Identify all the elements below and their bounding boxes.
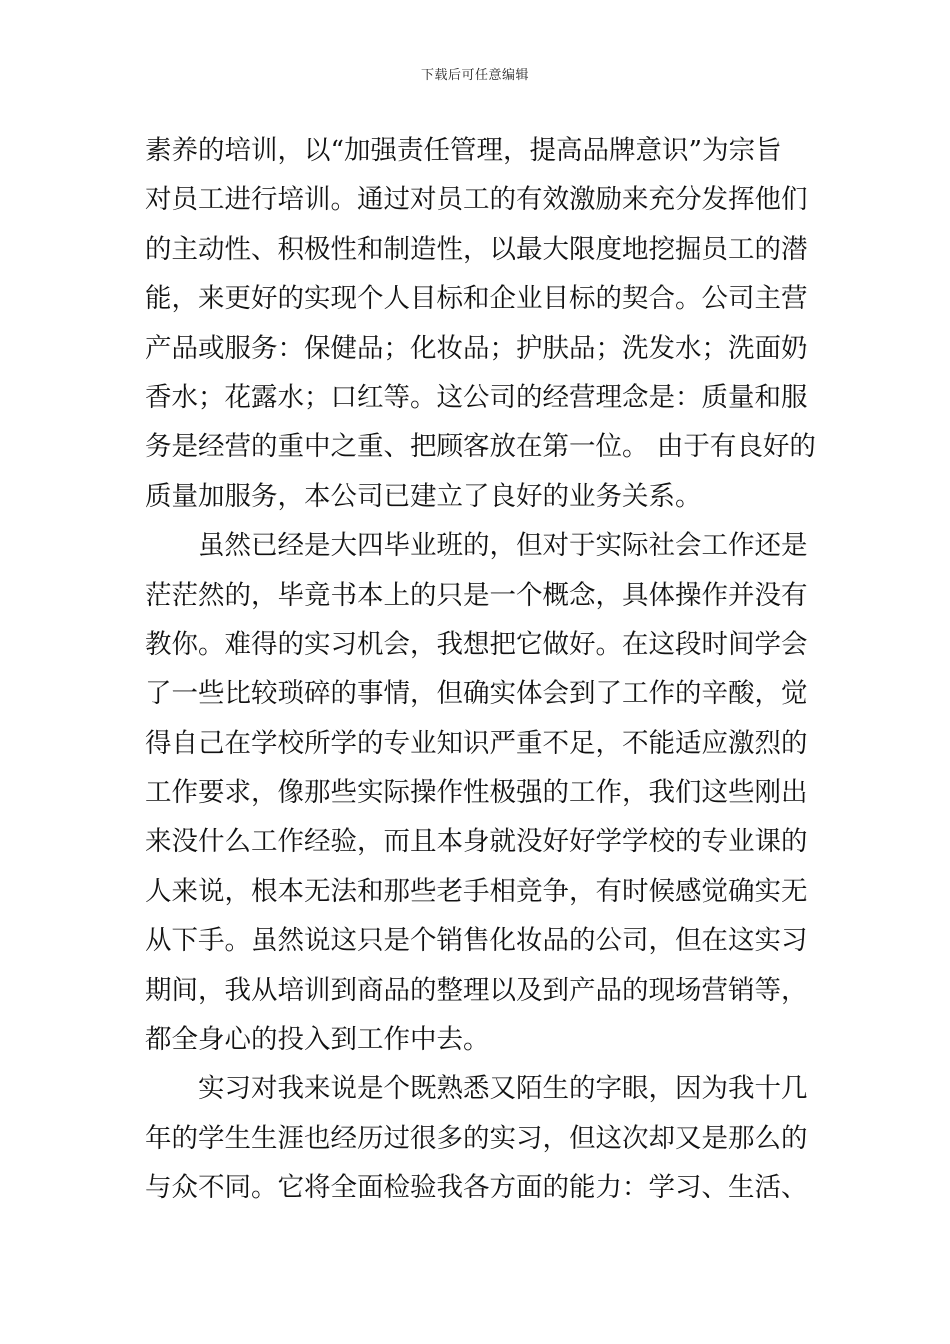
text-line: 从下手。虽然说这只是个销售化妆品的公司，但在这实习	[145, 925, 808, 957]
page-header: 下载后可任意编辑	[420, 68, 529, 83]
text-line: 香水；花露水；口红等。这公司的经营理念是：质量和服	[145, 381, 808, 413]
text-line: 教你。难得的实习机会，我想把它做好。在这段时间学会	[145, 628, 808, 660]
text-line: 质量加服务，本公司已建立了良好的业务关系。	[145, 480, 702, 512]
text-line: 实习对我来说是个既熟悉又陌生的字眼，因为我十几	[145, 1073, 808, 1105]
text-line: 茫茫然的，毕竟书本上的只是一个概念，具体操作并没有	[145, 579, 808, 611]
text-line: 都全身心的投入到工作中去。	[145, 1024, 490, 1056]
paragraph-1	[145, 126, 816, 521]
text-line: 对员工进行培训。通过对员工的有效激励来充分发挥他们	[145, 184, 808, 216]
paragraph-3	[145, 1064, 810, 1212]
text-line: 与众不同。它将全面检验我各方面的能力：学习、生活、	[145, 1172, 808, 1204]
text-line: 务是经营的重中之重、把顾客放在第一位。 由于有良好的	[145, 431, 816, 463]
text-line: 人来说，根本无法和那些老手相竞争，有时候感觉确实无	[145, 875, 808, 907]
text-line: 期间，我从培训到商品的整理以及到产品的现场营销等，	[145, 974, 808, 1006]
text-line: 的主动性、积极性和制造性，以最大限度地挖掘员工的潜	[145, 233, 808, 265]
paragraph-2	[145, 521, 810, 1064]
text-line: 得自己在学校所学的专业知识严重不足，不能适应激烈的	[145, 727, 808, 759]
text-line: 虽然已经是大四毕业班的，但对于实际社会工作还是	[145, 530, 808, 562]
text-line: 能，来更好的实现个人目标和企业目标的契合。公司主营	[145, 283, 808, 315]
text-line: 产品或服务：保健品；化妆品；护肤品；洗发水；洗面奶	[145, 332, 808, 364]
document-body	[145, 126, 816, 1213]
text-line: 来没什么工作经验，而且本身就没好好学学校的专业课的	[145, 826, 808, 858]
text-line: 工作要求，像那些实际操作性极强的工作，我们这些刚出	[145, 777, 808, 809]
text-line: 素养的培训，以“加强责任管理，提高品牌意识”为宗旨	[145, 135, 782, 166]
text-line: 了一些比较琐碎的事情，但确实体会到了工作的辛酸，觉	[145, 678, 808, 710]
text-line: 年的学生生涯也经历过很多的实习，但这次却又是那么的	[145, 1122, 808, 1154]
